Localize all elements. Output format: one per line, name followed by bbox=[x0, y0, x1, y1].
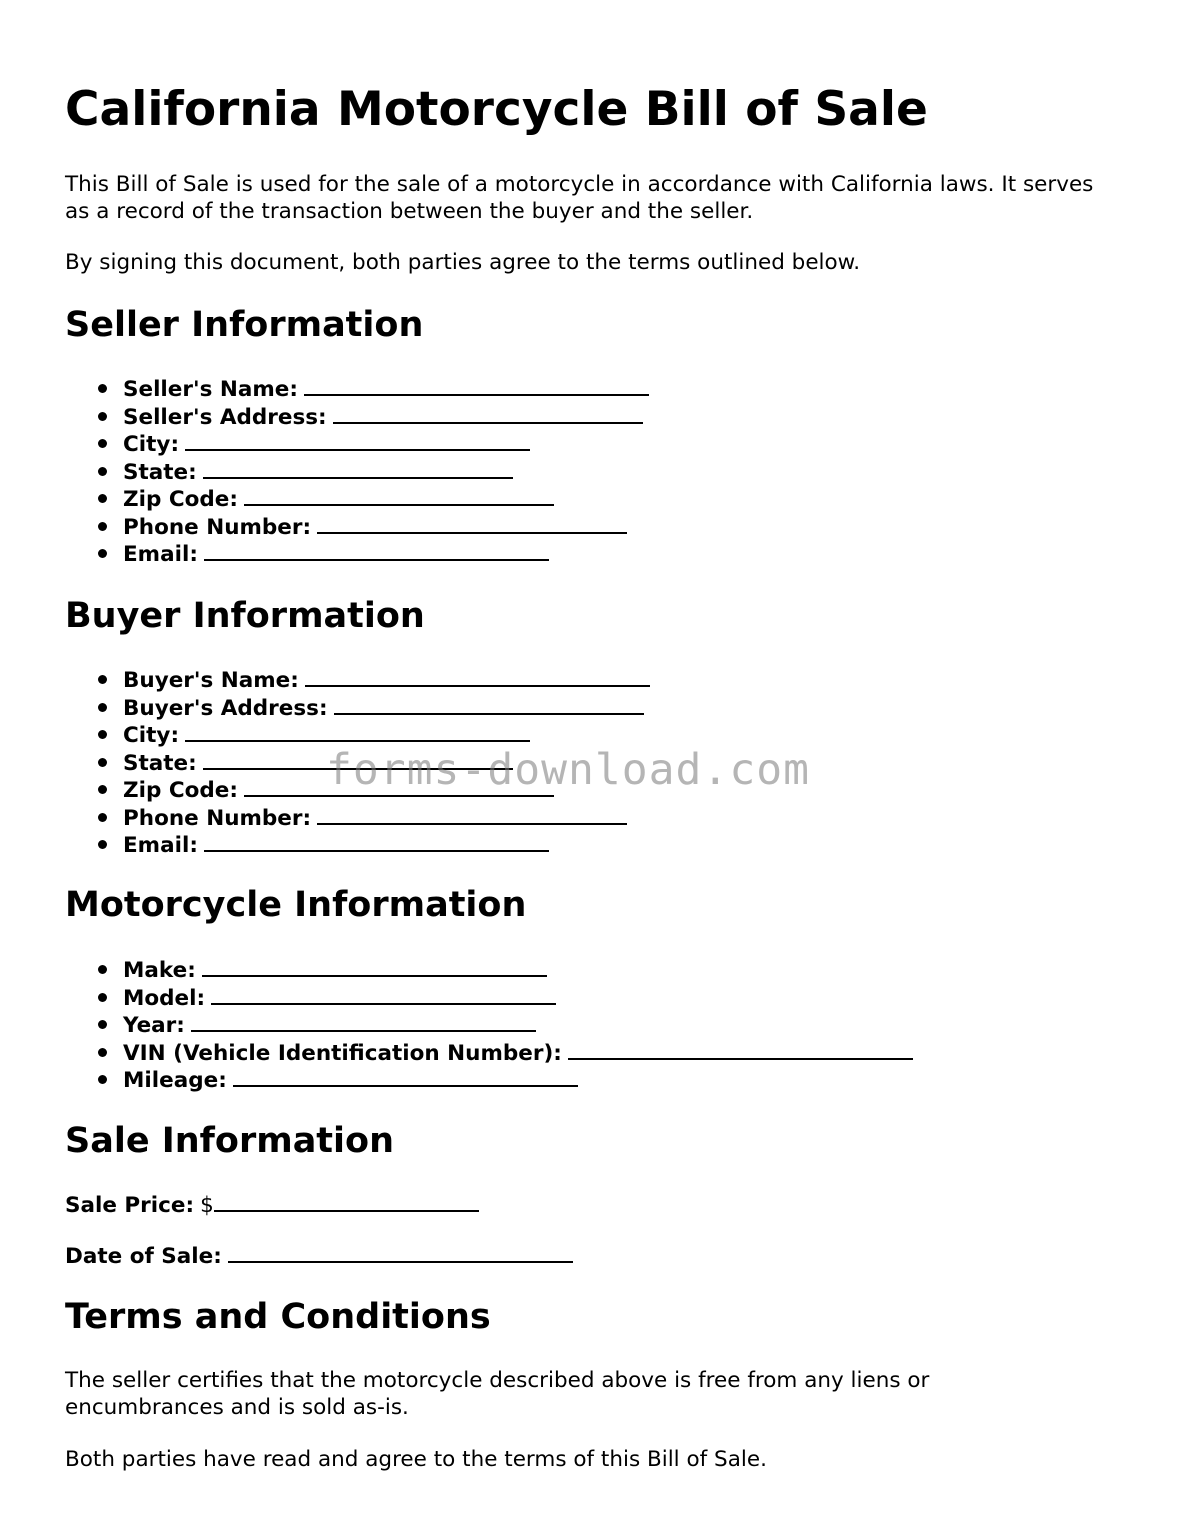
terms-paragraph: The seller certifies that the motorcycle described above is free from any liens or encumbrances and is sold as-is. bbox=[65, 1368, 930, 1420]
buyer-address-blank[interactable] bbox=[334, 693, 644, 715]
sale-date-field[interactable] bbox=[65, 1241, 573, 1271]
year-blank[interactable] bbox=[191, 1010, 536, 1032]
buyer-name-blank[interactable] bbox=[305, 665, 650, 687]
seller-email-blank[interactable] bbox=[204, 539, 549, 561]
seller-phone-field[interactable]: Phone Number: bbox=[65, 512, 649, 540]
seller-city-blank[interactable] bbox=[185, 429, 530, 451]
bullet-icon bbox=[98, 1075, 107, 1084]
model-blank[interactable] bbox=[211, 983, 556, 1005]
terms-heading: Terms and Conditions bbox=[65, 1297, 491, 1337]
bullet-icon bbox=[98, 1020, 107, 1029]
buyer-state-blank[interactable] bbox=[203, 748, 513, 770]
bullet-icon bbox=[98, 703, 107, 712]
make-blank[interactable] bbox=[202, 955, 547, 977]
vin-blank[interactable] bbox=[568, 1038, 913, 1060]
watermark-text: forms-download.com bbox=[326, 745, 810, 795]
motorcycle-heading: Motorcycle Information bbox=[65, 885, 527, 925]
bullet-icon bbox=[98, 1048, 107, 1057]
seller-state-blank[interactable] bbox=[203, 457, 513, 479]
buyer-zip-field[interactable]: Zip Code: bbox=[65, 775, 650, 803]
vin-field[interactable]: VIN (Vehicle Identification Number): bbox=[65, 1038, 913, 1066]
bullet-icon bbox=[98, 412, 107, 421]
buyer-heading: Buyer Information bbox=[65, 596, 425, 636]
bullet-icon bbox=[98, 467, 107, 476]
sale-date-label: Date of Sale: bbox=[65, 1244, 222, 1269]
buyer-name-field[interactable]: Buyer's Name: bbox=[65, 665, 650, 693]
buyer-city-blank[interactable] bbox=[185, 720, 530, 742]
buyer-phone-field[interactable]: Phone Number: bbox=[65, 803, 650, 831]
sale-date-blank[interactable] bbox=[228, 1241, 573, 1263]
buyer-address-field[interactable]: Buyer's Address: bbox=[65, 693, 650, 721]
bullet-icon bbox=[98, 384, 107, 393]
seller-address-blank[interactable] bbox=[333, 402, 643, 424]
buyer-phone-blank[interactable] bbox=[317, 803, 627, 825]
bullet-icon bbox=[98, 758, 107, 767]
buyer-field-list bbox=[65, 665, 650, 858]
bullet-icon bbox=[98, 785, 107, 794]
make-field[interactable]: Make: bbox=[65, 955, 913, 983]
sale-price-blank[interactable] bbox=[214, 1190, 479, 1212]
buyer-city-field[interactable]: City: bbox=[65, 720, 650, 748]
bullet-icon bbox=[98, 439, 107, 448]
mileage-blank[interactable] bbox=[233, 1065, 578, 1087]
sale-heading: Sale Information bbox=[65, 1121, 394, 1161]
bullet-icon bbox=[98, 813, 107, 822]
bullet-icon bbox=[98, 730, 107, 739]
bullet-icon bbox=[98, 993, 107, 1002]
page-title: California Motorcycle Bill of Sale bbox=[65, 82, 928, 137]
currency-symbol: $ bbox=[200, 1193, 214, 1218]
buyer-email-field[interactable]: Email: bbox=[65, 830, 650, 858]
buyer-zip-blank[interactable] bbox=[244, 775, 554, 797]
bullet-icon bbox=[98, 549, 107, 558]
mileage-field[interactable]: Mileage: bbox=[65, 1065, 913, 1093]
sale-price-label: Sale Price: bbox=[65, 1193, 195, 1218]
seller-name-field[interactable]: Seller's Name: bbox=[65, 374, 649, 402]
bullet-icon bbox=[98, 840, 107, 849]
seller-phone-blank[interactable] bbox=[317, 512, 627, 534]
bullet-icon bbox=[98, 965, 107, 974]
seller-name-blank[interactable] bbox=[304, 374, 649, 396]
bullet-icon bbox=[98, 494, 107, 503]
seller-zip-field[interactable]: Zip Code: bbox=[65, 484, 649, 512]
seller-state-field[interactable]: State: bbox=[65, 457, 649, 485]
seller-heading: Seller Information bbox=[65, 305, 424, 345]
seller-zip-blank[interactable] bbox=[244, 484, 554, 506]
bullet-icon bbox=[98, 675, 107, 684]
sale-price-field[interactable] bbox=[65, 1190, 479, 1220]
agreement-paragraph: By signing this document, both parties agree to the terms outlined below. bbox=[65, 250, 861, 275]
model-field[interactable]: Model: bbox=[65, 983, 913, 1011]
seller-city-field[interactable]: City: bbox=[65, 429, 649, 457]
buyer-state-field[interactable]: State: bbox=[65, 748, 650, 776]
seller-address-field[interactable]: Seller's Address: bbox=[65, 402, 649, 430]
intro-paragraph: This Bill of Sale is used for the sale of a motorcycle in accordance with California laws. It serves as a record of the transaction between the buyer and the seller. bbox=[65, 172, 1094, 224]
seller-email-field[interactable]: Email: bbox=[65, 539, 649, 567]
agreement-statement: Both parties have read and agree to the terms of this Bill of Sale. bbox=[65, 1447, 767, 1472]
bullet-icon bbox=[98, 522, 107, 531]
motorcycle-field-list bbox=[65, 955, 913, 1093]
buyer-email-blank[interactable] bbox=[204, 830, 549, 852]
seller-field-list bbox=[65, 374, 649, 567]
year-field[interactable]: Year: bbox=[65, 1010, 913, 1038]
